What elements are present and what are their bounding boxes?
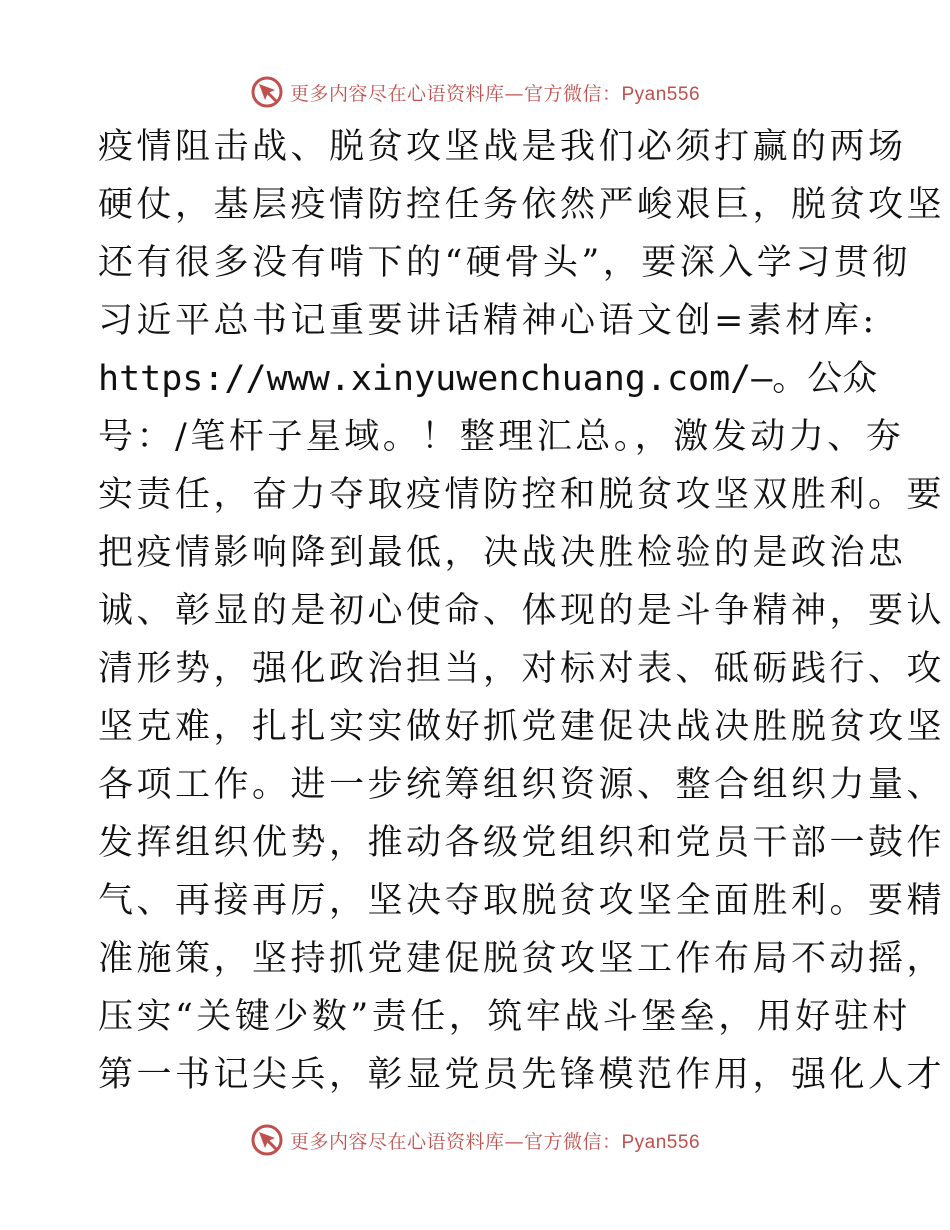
body-line: 各项工作。进一步统筹组织资源、整合组织力量、 [98,765,946,805]
body-line: 坚克难，扎扎实实做好抓党建促决战决胜脱贫攻坚 [98,707,946,747]
header-banner-account: Pyan556 [621,83,701,105]
body-line: 诚、彰显的是初心使命、体现的是斗争精神，要认 [98,591,946,631]
footer-banner-account: Pyan556 [621,1131,701,1153]
body-line: 号：/笔杆子星域。！整理汇总。，激发动力、夯 [98,417,905,457]
red-cursor-logo-icon [250,75,284,109]
footer-banner-label: 更多内容尽在心语资料库—官方微信： [289,1130,622,1153]
header-banner [0,72,950,112]
body-line: 硬仗，基层疫情防控任务依然严峻艰巨，脱贫攻坚 [98,185,946,225]
body-line: 把疫情影响降到最低，决战决胜检验的是政治忠 [98,533,907,573]
document-body [98,118,946,1104]
body-line: 第一书记尖兵，彰显党员先锋模范作用，强化人才 [98,1055,946,1095]
body-line: 气、再接再厉，坚决夺取脱贫攻坚全面胜利。要精 [98,881,946,921]
body-line: 习近平总书记重要讲话精神心语文创=素材库: [98,301,878,341]
footer-banner-text [290,1127,700,1154]
body-line: 压实“关键少数”责任，筑牢战斗堡垒，用好驻村 [98,997,911,1037]
body-line: 实责任，奋力夺取疫情防控和脱贫攻坚双胜利。要 [98,475,946,515]
footer-banner [0,1120,950,1160]
body-line: 准施策，坚持抓党建促脱贫攻坚工作布局不动摇， [98,939,946,979]
body-line: 清形势，强化政治担当，对标对表、砥砺践行、攻 [98,649,946,689]
body-line-url: https://www.xinyuwenchuang.com/—。公众 [98,359,878,399]
body-line: 疫情阻击战、脱贫攻坚战是我们必须打赢的两场 [98,127,907,167]
red-cursor-logo-icon [250,1123,284,1157]
body-line: 还有很多没有啃下的“硬骨头”，要深入学习贯彻 [98,243,911,283]
header-banner-label: 更多内容尽在心语资料库—官方微信： [289,82,622,105]
header-banner-text [290,79,700,106]
body-line: 发挥组织优势，推动各级党组织和党员干部一鼓作 [98,823,946,863]
